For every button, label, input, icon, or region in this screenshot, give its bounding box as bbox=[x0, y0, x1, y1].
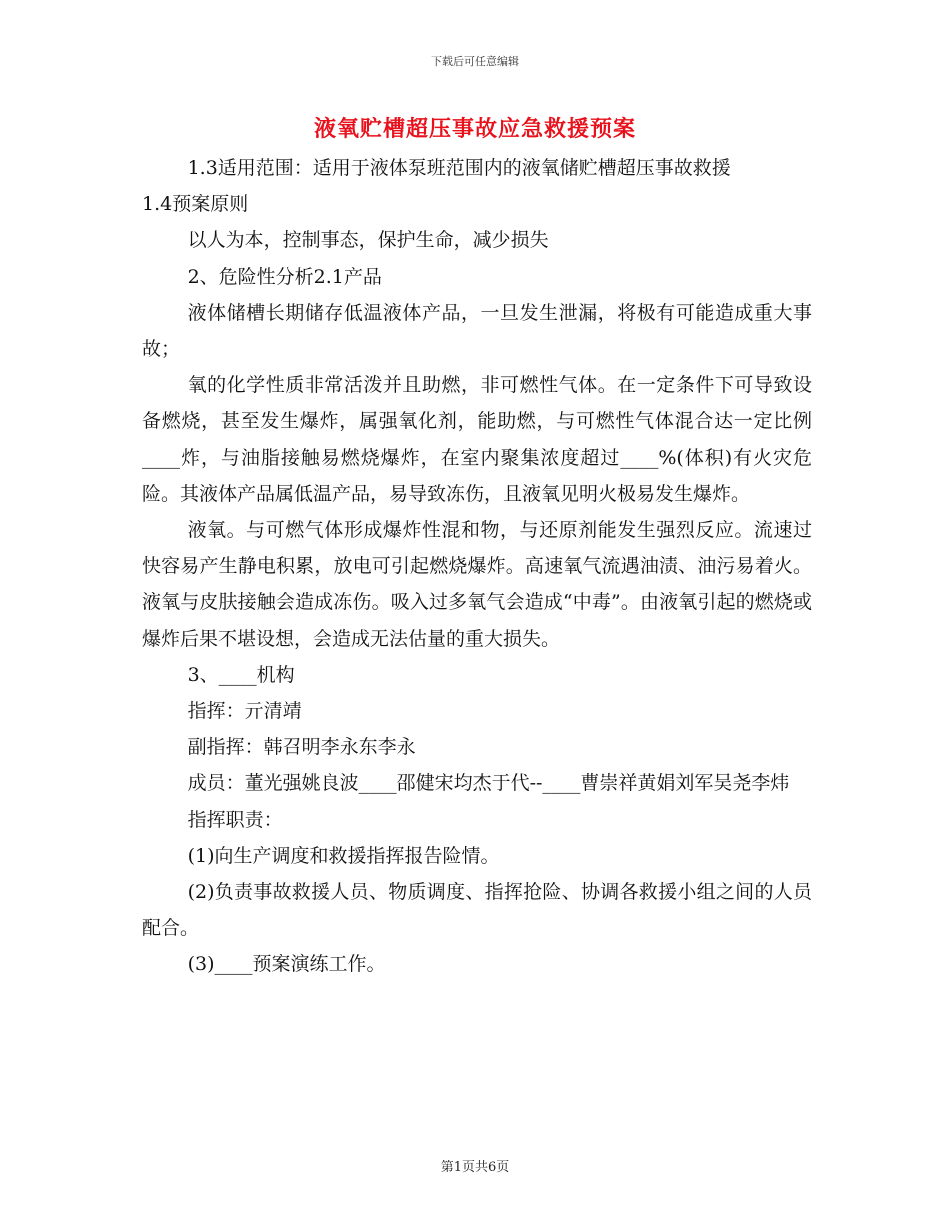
paragraph-duty-1: (1)向生产调度和救援指挥报告险情。 bbox=[187, 844, 500, 867]
paragraph-scope: 1.3适用范围：适用于液体泵班范围内的液氧储贮槽超压事故救援 bbox=[187, 157, 731, 179]
paragraph-principle-heading: 1.4预案原则 bbox=[142, 193, 249, 216]
paragraph-duties-heading: 指挥职责： bbox=[187, 808, 283, 831]
paragraph-duty-2: (2)负责事故救援人员、物质调度、指挥抢险、协调各救援小组之间的人员配合。 bbox=[142, 881, 812, 940]
paragraph-deputy-commander: 副指挥：韩召明李永东李永 bbox=[187, 736, 416, 759]
document-title: 液氧贮槽超压事故应急救援预案 bbox=[313, 116, 636, 142]
paragraph-organization-heading: 3、____机构 bbox=[187, 663, 295, 686]
paragraph-oxygen-properties: 氧的化学性质非常活泼并且助燃，非可燃性气体。在一定条件下可导致设备燃烧，甚至发生爆炸，属强氧化剂，能助燃，与可燃性气体混合达一定比例____炸，与油脂接触易燃烧爆炸，在室内聚集浓度超过____%(体积)有火灾危险。其液体产品属低温产品，易导致冻伤，且液氧见明火极易发生爆炸。 bbox=[142, 374, 812, 505]
page-header-note: 下载后可任意编辑 bbox=[431, 55, 519, 68]
document-body bbox=[142, 150, 812, 983]
page-number: 第1页共6页 bbox=[440, 1160, 510, 1175]
paragraph-risk-heading: 2、危险性分析2.1产品 bbox=[187, 265, 382, 288]
paragraph-storage-risk: 液体储槽长期储存低温液体产品，一旦发生泄漏，将极有可能造成重大事故； bbox=[142, 301, 812, 361]
paragraph-members: 成员：董光强姚良波____邵健宋均杰于代--____曹崇祥黄娟刘军吴尧李炜 bbox=[187, 772, 790, 795]
paragraph-principle: 以人为本，控制事态，保护生命，减少损失 bbox=[187, 229, 549, 252]
paragraph-duty-3: (3)____预案演练工作。 bbox=[187, 953, 386, 976]
paragraph-liquid-oxygen: 液氧。与可燃气体形成爆炸性混和物，与还原剂能发生强烈反应。流速过快容易产生静电积累，放电可引起燃烧爆炸。高速氧气流遇油渍、油污易着火。液氧与皮肤接触会造成冻伤。吸入过多氧气会造成“中毒”。由液氧引起的燃烧或爆炸后果不堪设想，会造成无法估量的重大损失。 bbox=[142, 519, 812, 650]
paragraph-commander: 指挥：亓清靖 bbox=[187, 700, 302, 723]
